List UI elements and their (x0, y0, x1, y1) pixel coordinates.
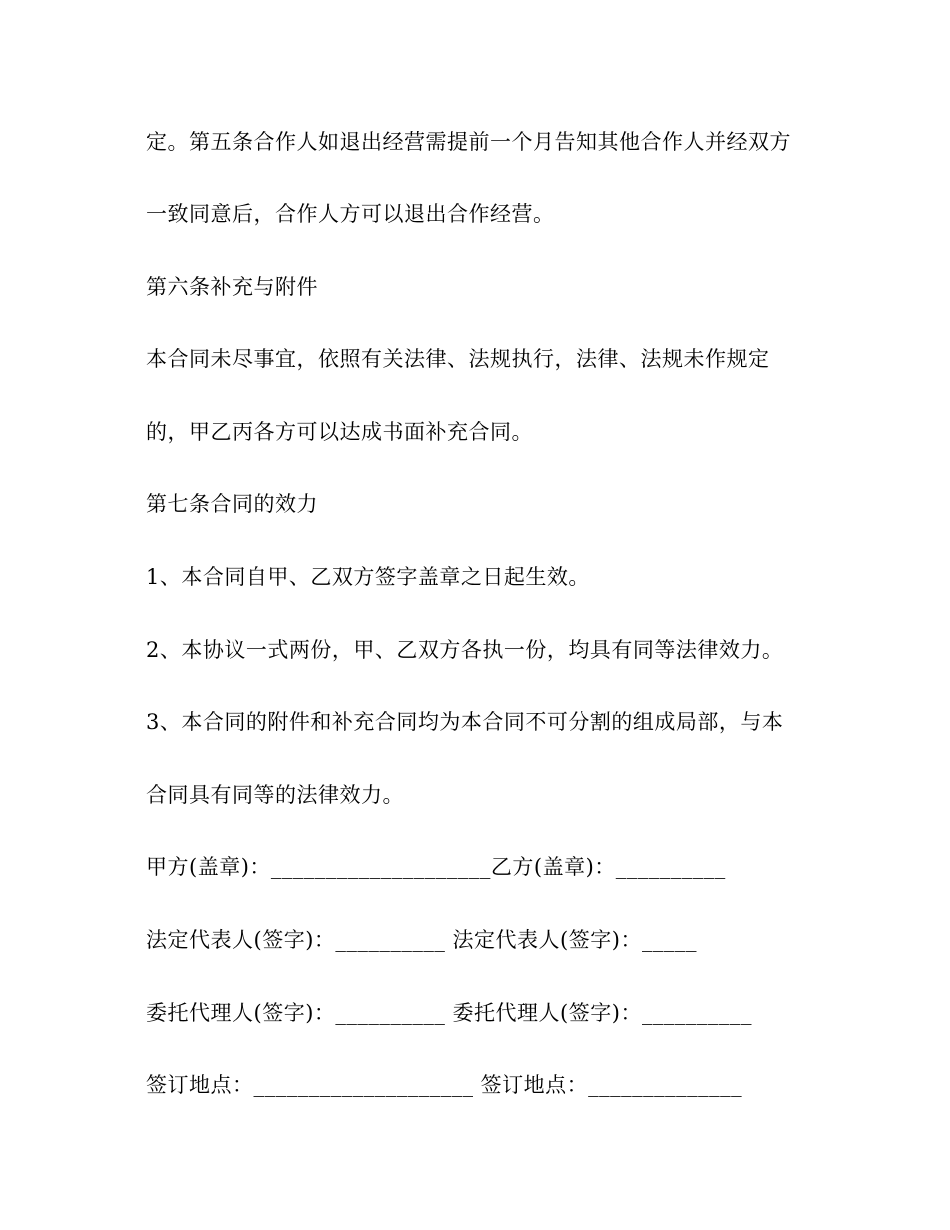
clause-6-body-line-2: 的，甲乙丙各方可以达成书面补充合同。 (146, 420, 533, 444)
signature-legal-rep-line: 法定代表人(签字)：__________ 法定代表人(签字)：_____ (146, 928, 697, 952)
clause-7-item-1: 1、本合同自甲、乙双方签字盖章之日起生效。 (146, 565, 590, 589)
clause-7-item-2: 2、本协议一式两份，甲、乙双方各执一份，均具有同等法律效力。 (146, 638, 784, 662)
clause-7-item-3-line-1: 3、本合同的附件和补充合同均为本合同不可分割的组成局部，与本 (146, 710, 784, 734)
signature-agent-line: 委托代理人(签字)：__________ 委托代理人(签字)：__________ (146, 1001, 752, 1025)
clause-5-end: 一致同意后，合作人方可以退出合作经营。 (146, 202, 555, 226)
clause-7-item-3-line-2: 合同具有同等的法律效力。 (146, 783, 404, 807)
clause-5-continuation: 定。第五条合作人如退出经营需提前一个月告知其他合作人并经双方 (146, 130, 791, 154)
clause-7-heading: 第七条合同的效力 (146, 492, 318, 516)
clause-6-body-line-1: 本合同未尽事宜，依照有关法律、法规执行，法律、法规未作规定 (146, 347, 770, 371)
clause-6-heading: 第六条补充与附件 (146, 275, 318, 299)
signature-party-seal-line: 甲方(盖章)：____________________乙方(盖章)：__________ (146, 855, 726, 879)
signature-location-line: 签订地点：____________________ 签订地点：______________ (146, 1073, 743, 1097)
